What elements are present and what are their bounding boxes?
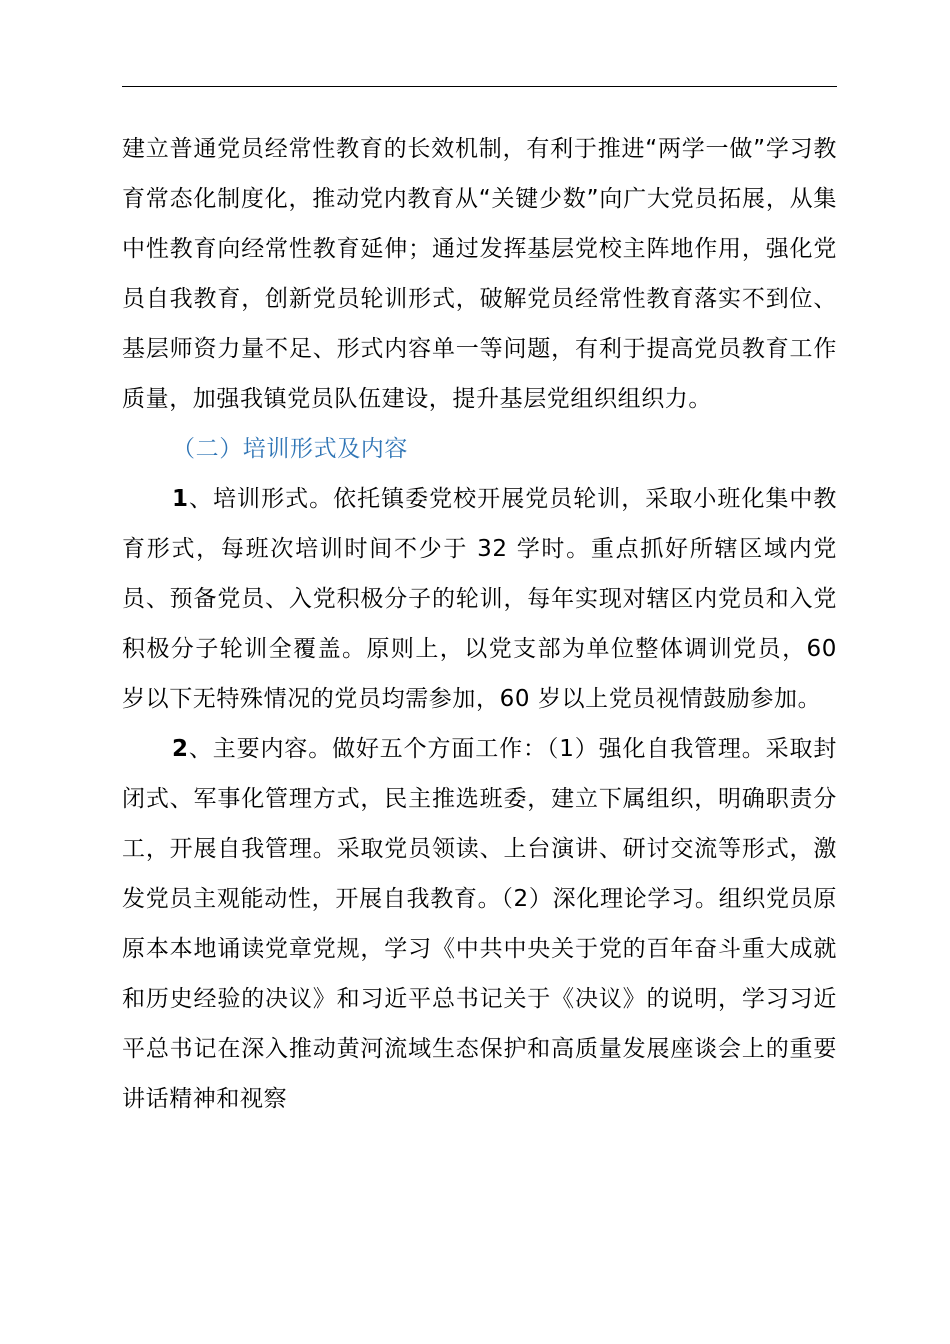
item-text: 、主要内容。做好五个方面工作：（1）强化自我管理。采取封闭式、军事化管理方式，民主推选班委，建立下属组织，明确职责分工，开展自我管理。采取党员领读、上台演讲、研讨交流等形式，激发党员主观能动性，开展自我教育。（2）深化理论学习。组织党员原原本本地诵读党章党规，学习《中共中央关于党的百年奋斗重大成就和历史经验的决议》和习近平总书记关于《决议》的说明，学习习近平总书记在深入推动黄河流域生态保护和高质量发展座谈会上的重要讲话精神和视察: [122, 736, 837, 1112]
header-rule: [122, 86, 837, 87]
document-body: [122, 124, 837, 1124]
section-heading: （二）培训形式及内容: [172, 436, 408, 462]
intro-paragraph: 建立普通党员经常性教育的长效机制，有利于推进“两学一做”学习教育常态化制度化，推动党内教育从“关键少数”向广大党员拓展，从集中性教育向经常性教育延伸；通过发挥基层党校主阵地作用，强化党员自我教育，创新党员轮训形式，破解党员经常性教育落实不到位、基层师资力量不足、形式内容单一等问题，有利于提高党员教育工作质量，加强我镇党员队伍建设，提升基层党组织组织力。: [122, 136, 837, 412]
item-text: 、培训形式。依托镇委党校开展党员轮训，采取小班化集中教育形式，每班次培训时间不少于 32 学时。重点抓好所辖区域内党员、预备党员、入党积极分子的轮训，每年实现对辖区内党员和入党积极分子轮训全覆盖。原则上，以党支部为单位整体调训党员，60 岁以下无特殊情况的党员均需参加，60 岁以上党员视情鼓励参加。: [122, 486, 837, 712]
main-content-paragraph: [122, 724, 837, 1124]
item-number: 1: [172, 486, 189, 512]
item-number: 2: [172, 736, 189, 762]
training-form-paragraph: [122, 474, 837, 724]
